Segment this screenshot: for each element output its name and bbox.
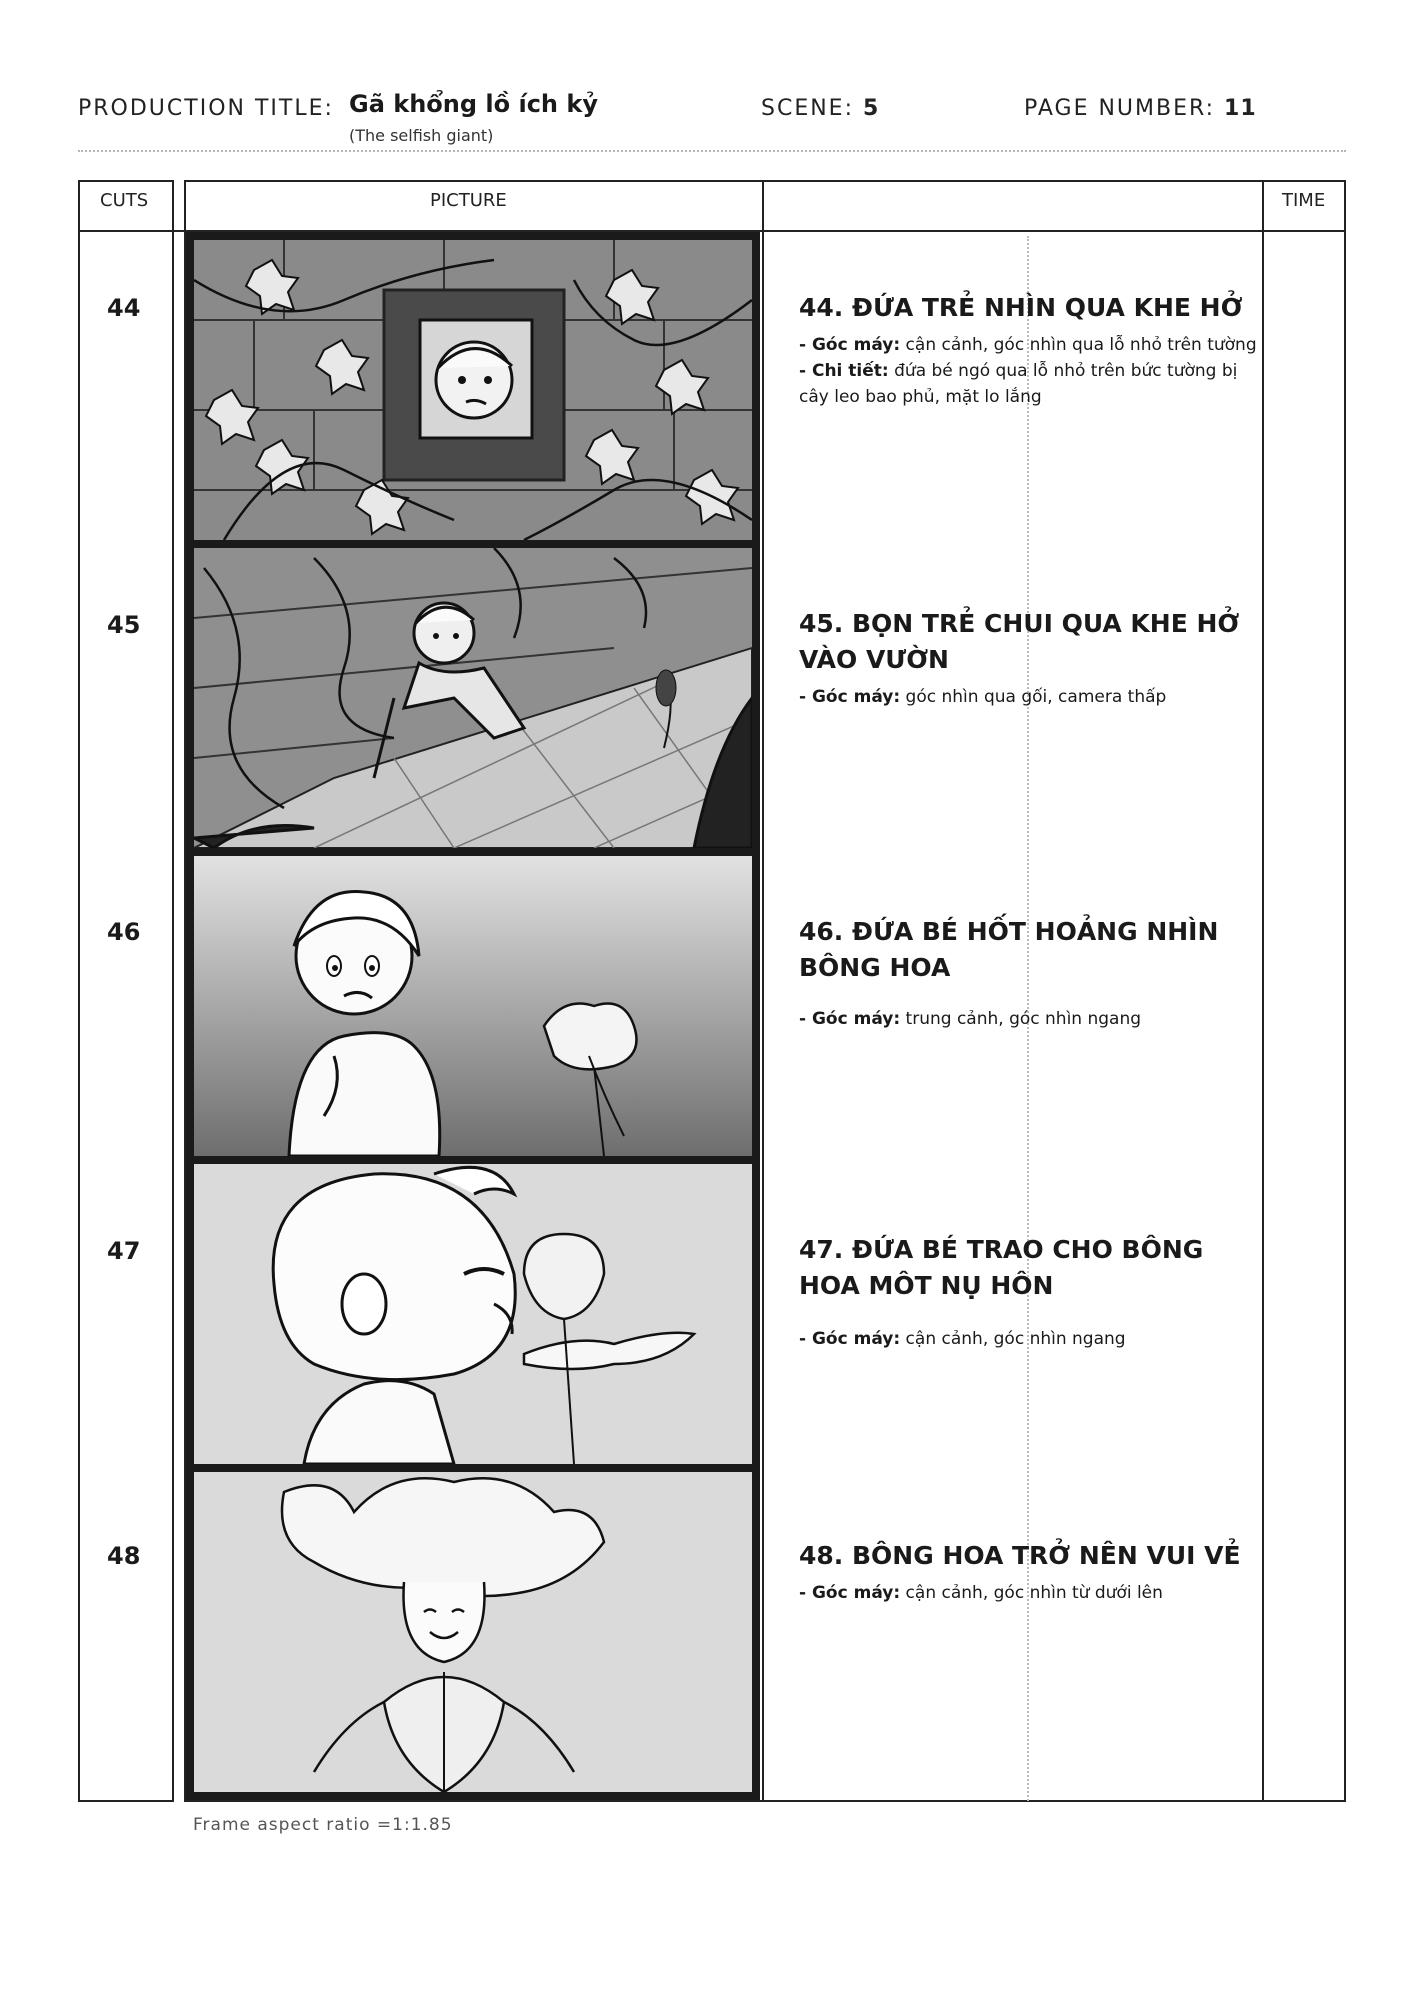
cut-title-47: 47. ĐỨA BÉ TRAO CHO BÔNG HOA MÔT NỤ HÔN bbox=[799, 1235, 1204, 1300]
cut-description-46 bbox=[799, 914, 1259, 1032]
column-header-time: TIME bbox=[1282, 190, 1326, 211]
production-title: Gã khổng lồ ích kỷ bbox=[349, 90, 598, 118]
frame-45-image bbox=[194, 548, 752, 848]
cut-camera-45: - Góc máy: góc nhìn qua gối, camera thấp bbox=[799, 687, 1167, 707]
cut-title-45: 45. BỌN TRẺ CHUI QUA KHE HỞ VÀO VƯỜN bbox=[799, 609, 1240, 674]
production-title-label: PRODUCTION TITLE: bbox=[78, 96, 334, 121]
header-divider bbox=[78, 150, 1346, 152]
cut-camera-46: - Góc máy: trung cảnh, góc nhìn ngang bbox=[799, 1009, 1142, 1029]
cut-number-46: 46 bbox=[107, 918, 141, 946]
cut-camera-44: - Góc máy: cận cảnh, góc nhìn qua lỗ nhỏ trên tường bbox=[799, 335, 1257, 355]
cut-number-47: 47 bbox=[107, 1237, 141, 1265]
scene-value: 5 bbox=[863, 96, 880, 121]
frame-48-image bbox=[194, 1472, 752, 1792]
page-number-value: 11 bbox=[1224, 96, 1257, 121]
column-header-cuts: CUTS bbox=[100, 190, 149, 211]
cut-description-48 bbox=[799, 1538, 1259, 1606]
scene-label: SCENE: bbox=[761, 96, 854, 121]
cut-number-44: 44 bbox=[107, 294, 141, 322]
frame-46-image bbox=[194, 856, 752, 1156]
production-subtitle: (The selfish giant) bbox=[349, 126, 494, 145]
cut-title-48: 48. BÔNG HOA TRỞ NÊN VUI VẺ bbox=[799, 1541, 1241, 1570]
page-number-label: PAGE NUMBER: bbox=[1024, 96, 1216, 121]
cut-description-45 bbox=[799, 606, 1259, 710]
cut-camera-48: - Góc máy: cận cảnh, góc nhìn từ dưới lên bbox=[799, 1583, 1163, 1603]
column-header-picture: PICTURE bbox=[430, 190, 507, 211]
frame-aspect-ratio: Frame aspect ratio =1:1.85 bbox=[193, 1815, 453, 1835]
cut-title-46: 46. ĐỨA BÉ HỐT HOẢNG NHÌN BÔNG HOA bbox=[799, 917, 1219, 982]
cut-camera-47: - Góc máy: cận cảnh, góc nhìn ngang bbox=[799, 1329, 1126, 1349]
cut-title-44: 44. ĐỨA TRẺ NHÌN QUA KHE HỞ bbox=[799, 293, 1243, 322]
cut-number-45: 45 bbox=[107, 611, 141, 639]
time-column bbox=[1262, 180, 1346, 1802]
storyboard-frames bbox=[186, 232, 760, 1800]
cut-detail-44: - Chi tiết: đứa bé ngó qua lỗ nhỏ trên bức tường bị cây leo bao phủ, mặt lo lắng bbox=[799, 361, 1238, 407]
frame-47-image bbox=[194, 1164, 752, 1464]
frame-44-image bbox=[194, 240, 752, 540]
cut-description-44 bbox=[799, 290, 1259, 410]
page-number-field bbox=[1024, 96, 1257, 121]
cut-number-48: 48 bbox=[107, 1542, 141, 1570]
scene-field bbox=[761, 96, 879, 121]
cut-description-47 bbox=[799, 1232, 1259, 1352]
